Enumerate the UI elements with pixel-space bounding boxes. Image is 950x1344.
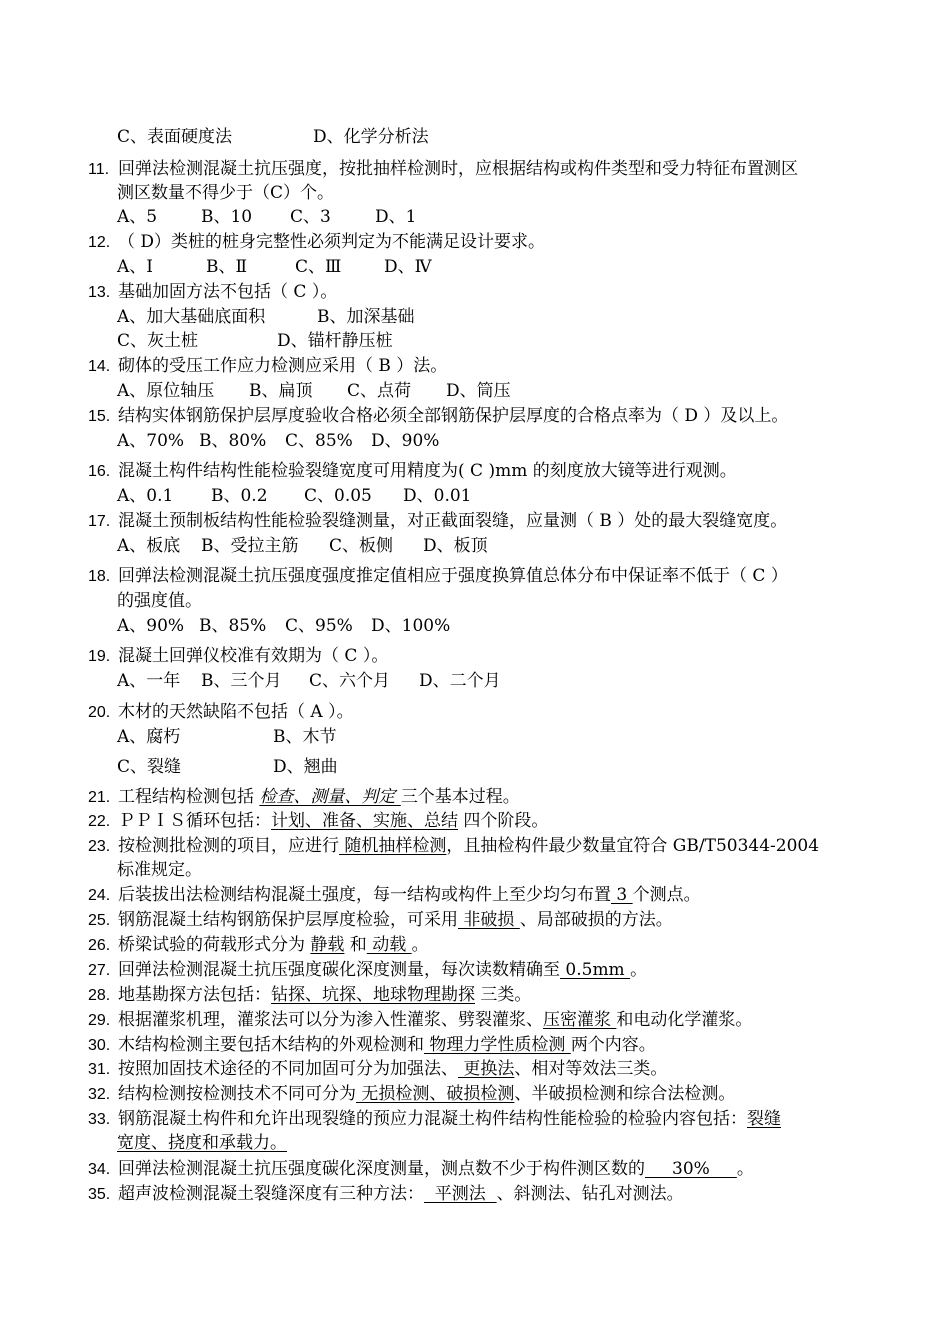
question-number: 34. <box>88 1161 111 1178</box>
q20-options-row2 <box>117 756 338 778</box>
question-text: 两个内容。 <box>570 1035 656 1055</box>
question-text: 。 <box>736 1159 754 1179</box>
question-text: 木材的天然缺陷不包括（ A ）。 <box>118 702 354 722</box>
question-11 <box>88 158 798 181</box>
question-24 <box>88 884 701 907</box>
question-number: 20. <box>88 704 111 721</box>
question-number: 30. <box>88 1037 111 1054</box>
question-11-cont <box>117 182 334 204</box>
question-text: 结构实体钢筋保护层厚度验收合格必须全部钢筋保护层厚度的合格点率为（ D ）及以上。 <box>118 406 789 426</box>
option: D、筒压 <box>446 381 511 401</box>
option: A、原位轴压 <box>117 381 215 401</box>
question-31 <box>88 1058 667 1081</box>
option: B、Ⅱ <box>206 257 248 277</box>
question-35 <box>88 1183 684 1206</box>
question-text: 砌体的受压工作应力检测应采用（ B ）法。 <box>118 356 448 376</box>
question-text: 钢筋混凝土构件和允许出现裂缝的预应力混凝土构件结构性能检验的检验内容包括： <box>118 1109 747 1129</box>
question-text: 桥梁试验的荷载形式分为 <box>118 935 311 955</box>
question-text: 回弹法检测混凝土抗压强度，按批抽样检测时，应根据结构或构件类型和受力特征布置测区 <box>118 159 798 179</box>
option: D、翘曲 <box>273 757 338 777</box>
option: C、六个月 <box>309 671 391 691</box>
question-text: 标准规定。 <box>117 860 202 880</box>
question-number: 13. <box>88 284 111 301</box>
question-text: 三个基本过程。 <box>400 787 520 807</box>
question-22 <box>88 810 548 833</box>
question-text: 回弹法检测混凝土抗压强度强度推定值相应于强度换算值总体分布中保证率不低于（ C ） <box>118 566 788 586</box>
question-28 <box>88 984 531 1007</box>
option: C、0.05 <box>304 486 372 506</box>
question-number: 17. <box>88 513 111 530</box>
option: B、10 <box>201 207 253 227</box>
question-text: 个测点。 <box>632 885 701 905</box>
question-text: 和 <box>344 935 367 955</box>
question-number: 24. <box>88 887 111 904</box>
question-20 <box>88 701 354 724</box>
q16-options <box>117 485 471 507</box>
question-number: 33. <box>88 1111 111 1128</box>
option: C、Ⅲ <box>295 257 342 277</box>
option: D、Ⅳ <box>384 257 432 277</box>
q17-options <box>117 535 488 557</box>
option: A、70% <box>117 431 185 451</box>
q11-options <box>117 206 416 228</box>
question-number: 35. <box>88 1186 111 1203</box>
question-number: 12. <box>88 234 111 251</box>
question-text: 基础加固方法不包括（ C ）。 <box>118 282 338 302</box>
option: A、0.1 <box>117 486 174 506</box>
question-number: 32. <box>88 1086 111 1103</box>
question-number: 14. <box>88 358 111 375</box>
q19-options <box>117 670 501 692</box>
question-number: 18. <box>88 568 111 585</box>
question-29 <box>88 1009 752 1032</box>
option: C、灰土桩 <box>117 331 199 351</box>
option: A、5 <box>117 207 158 227</box>
question-number: 29. <box>88 1012 111 1029</box>
question-19 <box>88 645 388 668</box>
q14-options <box>117 380 511 402</box>
option: C、板侧 <box>329 536 394 556</box>
option: C、裂缝 <box>117 757 182 777</box>
option: D、化学分析法 <box>313 127 429 147</box>
option: A、Ⅰ <box>117 257 153 277</box>
q13-options-row2 <box>117 330 393 352</box>
answer: 裂缝 <box>747 1109 781 1129</box>
question-23-cont <box>117 859 202 881</box>
answer: 0.5mm <box>560 960 631 980</box>
question-text: 三类。 <box>475 985 532 1005</box>
question-text: 按检测批检测的项目，应进行 <box>118 836 339 856</box>
option: D、90% <box>371 431 440 451</box>
question-text: 根据灌浆机理，灌浆法可以分为渗入性灌浆、劈裂灌浆、 <box>118 1010 543 1030</box>
question-number: 19. <box>88 648 111 665</box>
question-number: 25. <box>88 912 111 929</box>
question-number: 11. <box>88 161 110 178</box>
question-13 <box>88 281 337 304</box>
question-text: 后装拔出法检测结构混凝土强度，每一结构或构件上至少均匀布置 <box>118 885 611 905</box>
question-text: 。 <box>411 935 429 955</box>
question-23 <box>88 835 819 858</box>
question-text: 、相对等效法三类。 <box>514 1059 668 1079</box>
question-18 <box>88 565 788 588</box>
answer: 3 <box>611 885 633 905</box>
question-text: ＰＰＩＳ循环包括： <box>118 811 271 831</box>
question-number: 28. <box>88 987 111 1004</box>
question-text: 按照加固技术途径的不同加固可分为加强法、 <box>118 1059 458 1079</box>
question-26 <box>88 934 429 957</box>
option: A、板底 <box>117 536 181 556</box>
question-text: 四个阶段。 <box>458 811 549 831</box>
option: C、表面硬度法 <box>117 127 233 147</box>
option: C、点荷 <box>347 381 412 401</box>
option: B、加深基础 <box>317 307 415 327</box>
question-text: ，且抽检构件最少数量宜符合 GB/T50344-2004 <box>446 836 820 856</box>
option: B、0.2 <box>211 486 268 506</box>
question-number: 23. <box>88 838 111 855</box>
answer: 物理力学性质检测 <box>424 1035 571 1055</box>
option: C、3 <box>290 207 331 227</box>
answer: 压密灌浆 <box>543 1010 617 1030</box>
option: B、三个月 <box>201 671 282 691</box>
question-16 <box>88 460 737 483</box>
question-15 <box>88 405 788 428</box>
option: A、腐朽 <box>117 727 181 747</box>
answer: 动载 <box>366 935 412 955</box>
option: A、加大基础底面积 <box>117 307 266 327</box>
question-21 <box>88 786 520 809</box>
question-text: 钢筋混凝土结构钢筋保护层厚度检验，可采用 <box>118 910 458 930</box>
question-number: 27. <box>88 962 111 979</box>
question-number: 21. <box>88 789 111 806</box>
option: B、木节 <box>273 727 337 747</box>
answer: 宽度、挠度和承载力。 <box>117 1133 287 1153</box>
question-text: 。 <box>630 960 648 980</box>
option: B、80% <box>199 431 267 451</box>
answer: 检查、测量、判定 <box>259 787 401 807</box>
question-text: 、局部破损的方法。 <box>519 910 673 930</box>
question-25 <box>88 909 673 932</box>
question-32 <box>88 1083 735 1106</box>
answer: 非破损 <box>458 910 520 930</box>
q18-options <box>117 615 450 637</box>
question-text: 结构检测按检测技术不同可分为 <box>118 1084 356 1104</box>
q10-options <box>117 126 429 148</box>
question-text: （ D）类桩的桩身完整性必须判定为不能满足设计要求。 <box>118 232 546 252</box>
answer: 无损检测、破损检测 <box>356 1084 515 1104</box>
question-text: 测区数量不得少于（C）个。 <box>117 183 335 203</box>
question-30 <box>88 1034 656 1057</box>
answer: 平测法 <box>424 1184 497 1204</box>
question-27 <box>88 959 647 982</box>
answer: 计划、准备、实施、总结 <box>271 811 458 831</box>
question-18-cont <box>117 590 202 612</box>
question-number: 15. <box>88 408 111 425</box>
question-17 <box>88 510 787 533</box>
question-number: 22. <box>88 813 111 830</box>
option: D、二个月 <box>419 671 501 691</box>
question-text: 超声波检测混凝土裂缝深度有三种方法： <box>118 1184 424 1204</box>
question-34 <box>88 1158 754 1181</box>
question-14 <box>88 355 447 378</box>
question-text: 地基勘探方法包括： <box>118 985 271 1005</box>
option: A、90% <box>117 616 185 636</box>
option: B、85% <box>199 616 267 636</box>
answer: 静载 <box>310 935 345 955</box>
question-text: 和电动化学灌浆。 <box>616 1010 753 1030</box>
q20-options-row1 <box>117 726 337 748</box>
option: B、扁顶 <box>249 381 313 401</box>
question-text: 回弹法检测混凝土抗压强度碳化深度测量，每次读数精确至 <box>118 960 560 980</box>
option: D、0.01 <box>403 486 472 506</box>
question-number: 31. <box>88 1061 111 1078</box>
option: D、1 <box>375 207 417 227</box>
question-33 <box>88 1108 781 1131</box>
question-text: 木结构检测主要包括木结构的外观检测和 <box>118 1035 424 1055</box>
question-text: 的强度值。 <box>117 591 202 611</box>
option: A、一年 <box>117 671 181 691</box>
q15-options <box>117 430 439 452</box>
option: D、板顶 <box>423 536 488 556</box>
option: C、85% <box>285 431 353 451</box>
question-text: 、斜测法、钻孔对测法。 <box>496 1184 684 1204</box>
question-number: 16. <box>88 463 111 480</box>
question-text: 混凝土预制板结构性能检验裂缝测量，对正截面裂缝，应量测（ B ）处的最大裂缝宽度。 <box>118 511 788 531</box>
question-text: 混凝土构件结构性能检验裂缝宽度可用精度为( C )mm 的刻度放大镜等进行观测。 <box>118 461 737 481</box>
question-33-cont <box>117 1132 287 1154</box>
option: D、锚杆静压桩 <box>277 331 393 351</box>
question-text: 混凝土回弹仪校准有效期为（ C ）。 <box>118 646 389 666</box>
question-text: 、半破损检测和综合法检测。 <box>514 1084 736 1104</box>
question-text: 回弹法检测混凝土抗压强度碳化深度测量，测点数不少于构件测区数的 <box>118 1159 645 1179</box>
option: B、受拉主筋 <box>201 536 299 556</box>
answer: 钻探、坑探、地球物理勘探 <box>271 985 475 1005</box>
question-text: 工程结构检测包括 <box>118 787 260 807</box>
option: D、100% <box>371 616 451 636</box>
q13-options-row1 <box>117 306 415 328</box>
answer: 更换法 <box>458 1059 515 1079</box>
q12-options <box>117 256 432 278</box>
question-number: 26. <box>88 937 111 954</box>
option: C、95% <box>285 616 353 636</box>
answer: 30% <box>645 1159 737 1179</box>
answer: 随机抽样检测 <box>339 836 447 856</box>
question-12 <box>88 231 545 254</box>
